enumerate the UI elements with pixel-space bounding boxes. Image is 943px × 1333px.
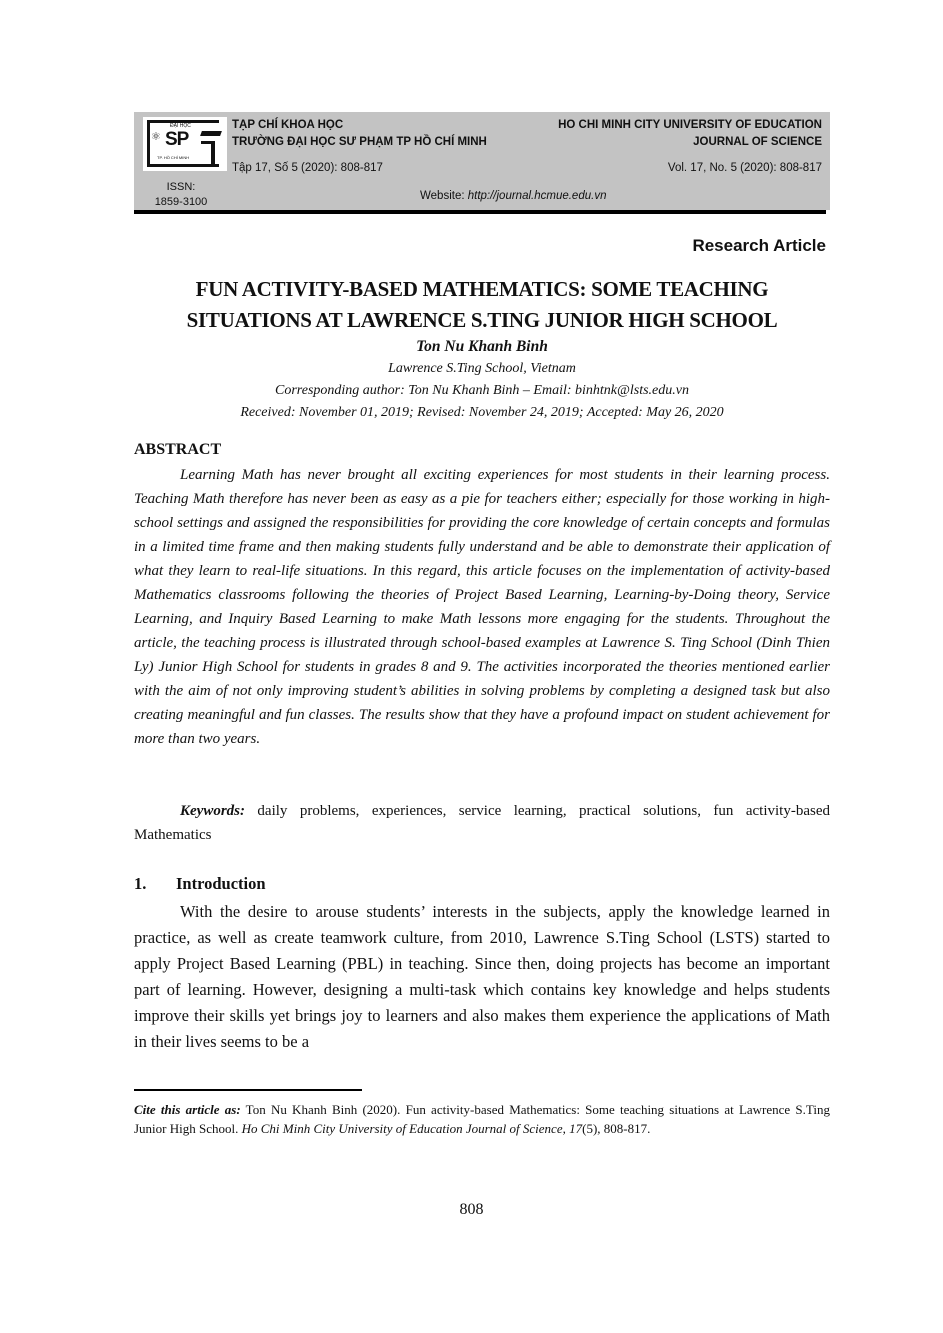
article-title bbox=[134, 274, 830, 336]
article-type-label: Research Article bbox=[692, 236, 826, 255]
author-affiliation: Lawrence S.Ting School, Vietnam bbox=[388, 361, 576, 376]
issn-label: ISSN: bbox=[166, 181, 196, 193]
atom-icon: ⚛ bbox=[151, 131, 161, 143]
keywords-paragraph bbox=[134, 799, 830, 847]
page-number: 808 bbox=[459, 1201, 484, 1218]
section-heading-introduction bbox=[134, 874, 266, 894]
title-line-2: SITUATIONS AT LAWRENCE S.TING JUNIOR HIGH SCHOOL bbox=[186, 308, 778, 332]
issue-info-vi: Tập 17, Số 5 (2020): 808-817 bbox=[232, 162, 383, 174]
citation-label: Cite this article as: bbox=[134, 1102, 241, 1117]
logo-bottom-text: TP. HỒ CHÍ MINH bbox=[157, 155, 190, 160]
section-number: 1. bbox=[134, 874, 147, 893]
website-label: Website: bbox=[420, 190, 468, 202]
section-title: Introduction bbox=[176, 874, 266, 893]
footnote-separator bbox=[134, 1089, 362, 1091]
citation-end: (5), 808-817. bbox=[582, 1121, 651, 1136]
author-name: Ton Nu Khanh Binh bbox=[416, 338, 548, 355]
citation-text: Ton Nu Khanh Binh (2020). Fun activity-based Mathematics: Some teaching situations at Lawrence S.Ting Junior High School. bbox=[134, 1102, 830, 1136]
issn-value: 1859-3100 bbox=[154, 196, 208, 208]
journal-name-vi: TẠP CHÍ KHOA HỌC bbox=[232, 119, 344, 131]
header-divider bbox=[134, 210, 826, 214]
logo-small-text: ĐẠI HỌC bbox=[170, 123, 191, 129]
university-name-vi: TRƯỜNG ĐẠI HỌC SƯ PHẠM TP HỒ CHÍ MINH bbox=[232, 136, 487, 148]
issn-block bbox=[143, 180, 219, 210]
issue-info-en: Vol. 17, No. 5 (2020): 808-817 bbox=[667, 162, 822, 174]
title-line-1: FUN ACTIVITY-BASED MATHEMATICS: SOME TEACHING bbox=[195, 277, 769, 301]
journal-name-en: JOURNAL OF SCIENCE bbox=[693, 136, 822, 148]
journal-website bbox=[420, 190, 606, 202]
abstract-text: Learning Math has never brought all exciting experiences for most students in their learning process. Teaching Math therefore has never been as easy as a pie for teachers either; especially for those working in high-school settings and assigned the responsibilities for providing the core knowledge of certain concepts and formulas in a limited time frame and then making students fully understand and be able to demonstrate their application of what they learn to real-life situations. In this regard, this article focuses on the implementation of activity-based Mathematics classrooms following the theories of Project Based Learning, Learning-by-Doing theory, Service Learning, and Inquiry Based Learning to make Math lessons more engaging for the students. Throughout the article, the teaching process is illustrated through school-based examples at Lawrence S. Ting School (Dinh Thien Ly) Junior High School for students in grades 8 and 9. The activities incorporated the theories mentioned earlier with the aim of not only improving student’s abilities in solving problems by completing a designed task but also creating meaningful and fun classes. The results show that they have a profound impact on student achievement for more than two years. bbox=[134, 467, 830, 747]
abstract-heading: ABSTRACT bbox=[134, 441, 222, 458]
corresponding-author: Corresponding author: Ton Nu Khanh Binh – Email: binhtnk@lsts.edu.vn bbox=[275, 383, 689, 398]
logo-g-bar-icon bbox=[200, 131, 222, 136]
logo-g-stem-icon bbox=[211, 141, 215, 165]
introduction-paragraph: With the desire to arouse students’ interests in the subjects, apply the knowledge learned in practice, as well as create teamwork culture, from 2010, Lawrence S.Ting School (LSTS) started to apply Project Based Learning (PBL) in teaching. Since then, doing projects has become an important part of learning. However, designing a multi-task which contains key knowledge and helps students improve their skills yet brings joy to learners and also makes them experience the applications of Math in their lives seems to be a bbox=[134, 902, 830, 1051]
keywords-label: Keywords: bbox=[180, 803, 245, 819]
article-dates: Received: November 01, 2019; Revised: November 24, 2019; Accepted: May 26, 2020 bbox=[240, 405, 724, 420]
keywords-list: daily problems, experiences, service learning, practical solutions, fun activity-based Mathematics bbox=[134, 803, 830, 843]
university-name-en: HO CHI MINH CITY UNIVERSITY OF EDUCATION bbox=[558, 119, 822, 131]
website-link[interactable]: http://journal.hcmue.edu.vn bbox=[467, 190, 607, 202]
citation-footnote bbox=[134, 1100, 830, 1138]
logo-main-text: SP bbox=[165, 129, 189, 150]
university-logo bbox=[143, 117, 227, 171]
citation-journal: Ho Chi Minh City University of Education Journal of Science, 17 bbox=[241, 1121, 583, 1136]
